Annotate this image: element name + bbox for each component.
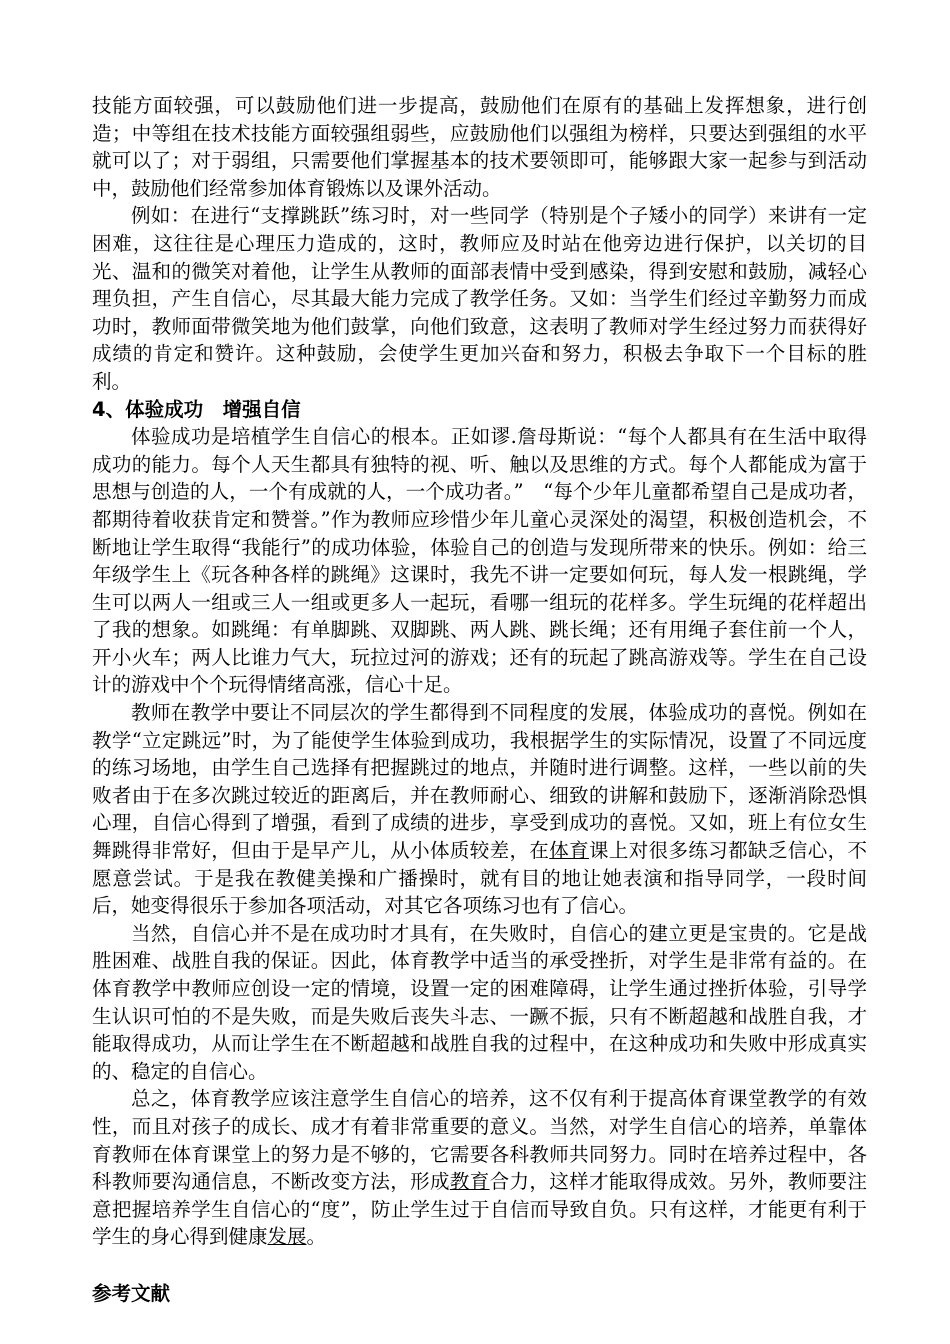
- spacer: [92, 1251, 867, 1280]
- link-fazhan[interactable]: 发展: [267, 1225, 307, 1249]
- paragraph-text: 总之，体育教学应该注意学生自信心的培养，这不仅有利于提高体育课堂教学的有效性，而且对孩子的成长、成才有着非常重要的意义。当然，对学生自信心的培养，单靠体育教师在体育课堂上的努力是不够的，它需要各科教师共同努力。同时在培养过程中，各科教师要沟通信息，不断改变方法，形成: [92, 1087, 867, 1194]
- paragraph-long-jump: [92, 699, 867, 920]
- paragraph-text: 课上对很多练习都缺乏信心，不愿意尝试。于是我在教健美操和广播操时，就有目的地让她表演和指导同学，一段时间后，她变得很乐于参加各项活动，对其它各项练习也有了信心。: [92, 839, 867, 918]
- references-heading: 参考文献: [92, 1281, 171, 1305]
- link-tiyu[interactable]: 体育: [549, 839, 590, 863]
- link-jiaoyu[interactable]: 教育: [449, 1170, 490, 1194]
- paragraph-conclusion: [92, 1085, 867, 1251]
- paragraph-text: 。: [306, 1225, 327, 1249]
- paragraph-text: 教师在教学中要让不同层次的学生都得到不同程度的发展，体验成功的喜悦。例如在教学“立定跳远”时，为了能使学生体验到成功，我根据学生的实际情况，设置了不同远度的练习场地，由学生自己选择有把握跳过的地点，并随时进行调整。这样，一些以前的失败者由于在多次跳过较近的距离后，并在教师耐心、细致的讲解和鼓励下，逐渐消除恐惧心理，自信心得到了增强，看到了成绩的进步，享受到成功的喜悦。又如，班上有位女生舞跳得非常好，但由于是早产儿，从小体质较差，在: [92, 701, 867, 863]
- paragraph-example-vault: 例如：在进行“支撑跳跃”练习时，对一些同学（特别是个子矮小的同学）来讲有一定困难，这往往是心理压力造成的，这时，教师应及时站在他旁边进行保护，以关切的目光、温和的微笑对着他，让学生从教师的面部表情中受到感染，得到安慰和鼓励，减轻心理负担，产生自信心，尽其最大能力完成了教学任务。又如：当学生们经过辛勤努力而成功时，教师面带微笑地为他们鼓掌，向他们致意，这表明了教师对学生经过努力而获得好成绩的肯定和赞许。这种鼓励，会使学生更加兴奋和努力，积极去争取下一个目标的胜利。: [92, 204, 867, 393]
- section-heading-4: 4、体验成功 增强自信: [92, 397, 301, 421]
- paragraph-text: 合力，这样才能取得成效。另外，教师要注意把握培养学生自信心的“度”，防止学生过于自信而导致自负。只有这样，才能更有利于学生的身心得到健康: [92, 1170, 867, 1249]
- paragraph-group-levels: 技能方面较强，可以鼓励他们进一步提高，鼓励他们在原有的基础上发挥想象，进行创造；中等组在技术技能方面较强组弱些，应鼓励他们以强组为榜样，只要达到强组的水平就可以了；对于弱组，只需要他们掌握基本的技术要领即可，能够跟大家一起参与到活动中，鼓励他们经常参加体育锻炼以及课外活动。: [92, 94, 867, 200]
- document-body: [92, 92, 867, 1308]
- paragraph-failure: 当然，自信心并不是在成功时才具有，在失败时，自信心的建立更是宝贵的。它是战胜困难、战胜自我的保证。因此，体育教学中适当的承受挫折，对学生是非常有益的。在体育教学中教师应创设一定的情境，设置一定的困难障碍，让学生通过挫折体验，引导学生认识可怕的不是失败，而是失败后丧失斗志、一蹶不振，只有不断超越和战胜自我，才能取得成功，从而让学生在不断超越和战胜自我的过程中，在这种成功和失败中形成真实的、稳定的自信心。: [92, 921, 867, 1083]
- paragraph-experience-success: 体验成功是培植学生自信心的根本。正如谬.詹母斯说：“每个人都具有在生活中取得成功的能力。每个人天生都具有独特的视、听、触以及思维的方式。每个人都能成为富于思想与创造的人，一个有成就的人，一个成功者。” “每个少年儿童都希望自己是成功者，都期待着收获肯定和赞誉。”作为教师应珍惜少年儿童心灵深处的渴望，积极创造机会，不断地让学生取得“我能行”的成功体验，体验自己的创造与发现所带来的快乐。例如：给三年级学生上《玩各种各样的跳绳》这课时，我先不讲一定要如何玩，每人发一根跳绳，学生可以两人一组或三人一组或更多人一起玩，看哪一组玩的花样多。学生玩绳的花样超出了我的想象。如跳绳：有单脚跳、双脚跳、两人跳、跳长绳；还有用绳子套住前一个人，开小火车；两人比谁力气大，玩拉过河的游戏；还有的玩起了跳高游戏等。学生在自己设计的游戏中个个玩得情绪高涨，信心十足。: [92, 425, 867, 697]
